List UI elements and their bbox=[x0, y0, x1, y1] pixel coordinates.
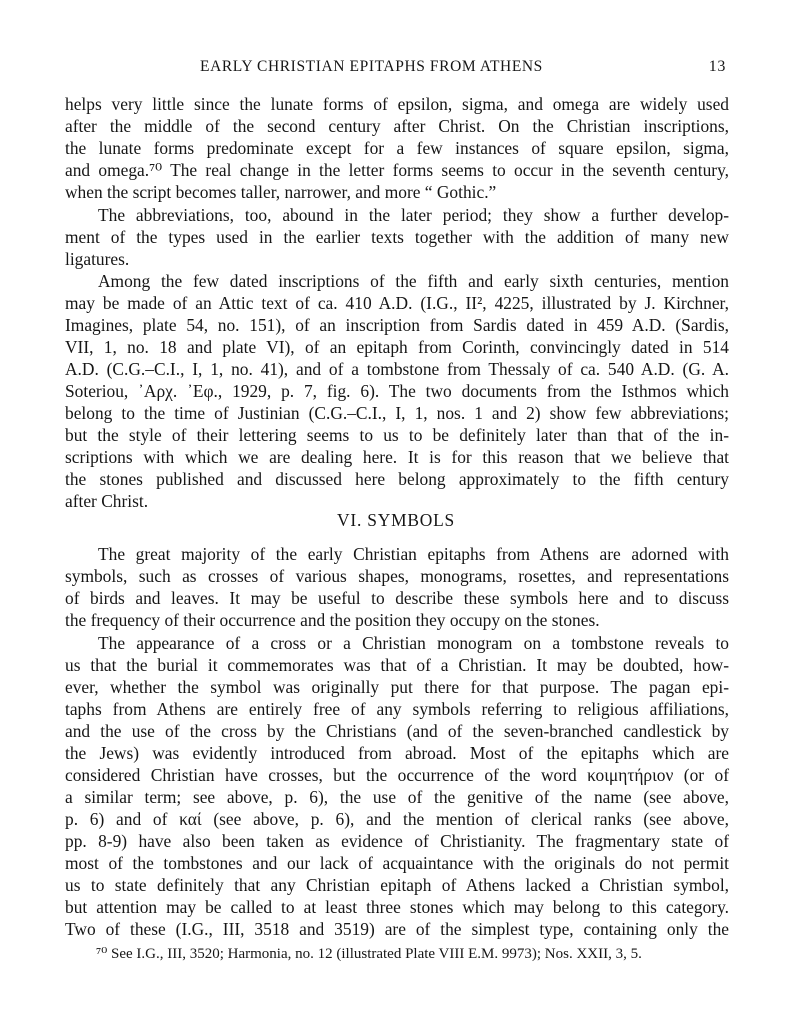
text-line: Imagines, plate 54, no. 151), of an inscription from Sardis dated in 459 A.D. (Sardis, bbox=[65, 315, 729, 335]
text-line: the lunate forms predominate except for a few instances of square epsilon, sigma, bbox=[65, 138, 729, 158]
footnote: ⁷⁰ See I.G., III, 3520; Harmonia, no. 12 (illustrated Plate VIII E.M. 9973); Nos. XXII, 3, 5. bbox=[96, 946, 642, 962]
text-line: a similar term; see above, p. 6), the use of the genitive of the name (see above, bbox=[65, 787, 729, 807]
text-line: pp. 8-9) have also been taken as evidence of Christianity. The fragmentary state of bbox=[65, 831, 729, 851]
text-line: The appearance of a cross or a Christian monogram on a tombstone reveals to bbox=[98, 633, 729, 653]
text-line: Soteriou, ᾿Αρχ. ᾿Εφ., 1929, p. 7, fig. 6). The two documents from the Isthmos which bbox=[65, 381, 729, 401]
text-line: ligatures. bbox=[65, 249, 130, 269]
section-heading: VI. SYMBOLS bbox=[337, 510, 455, 530]
text-line: belong to the time of Justinian (C.G.–C.I., I, 1, nos. 1 and 2) show few abbreviations; bbox=[65, 403, 729, 423]
text-line: but attention may be called to at least three stones which may belong to this category. bbox=[65, 897, 729, 917]
text-line: most of the tombstones and our lack of acquaintance with the originals do not permit bbox=[65, 853, 729, 873]
text-line: the frequency of their occurrence and the position they occupy on the stones. bbox=[65, 610, 600, 630]
text-line: after Christ. bbox=[65, 491, 149, 511]
text-line: when the script becomes taller, narrower, and more “ Gothic.” bbox=[65, 182, 497, 202]
text-line: taphs from Athens are entirely free of any symbols referring to religious affiliations, bbox=[65, 699, 729, 719]
text-line: Two of these (I.G., III, 3518 and 3519) are of the simplest type, containing only the bbox=[65, 919, 729, 939]
text-line: considered Christian have crosses, but the occurrence of the word κοιμητήριον (or of bbox=[65, 765, 729, 785]
text-line: ment of the types used in the earlier texts together with the addition of many new bbox=[65, 227, 729, 247]
text-line: us to state definitely that any Christian epitaph of Athens lacked a Christian symbol, bbox=[65, 875, 729, 895]
text-line: and the use of the cross by the Christians (and of the seven-branched candlestick by bbox=[65, 721, 729, 741]
text-line: Among the few dated inscriptions of the fifth and early sixth centuries, mention bbox=[98, 271, 729, 291]
text-line: The great majority of the early Christian epitaphs from Athens are adorned with bbox=[98, 544, 729, 564]
text-line: VII, 1, no. 18 and plate VI), of an epitaph from Corinth, convincingly dated in 514 bbox=[65, 337, 729, 357]
text-line: scriptions with which we are dealing here. It is for this reason that we believe that bbox=[65, 447, 729, 467]
running-title: EARLY CHRISTIAN EPITAPHS FROM ATHENS bbox=[200, 58, 543, 75]
page-number: 13 bbox=[708, 58, 726, 75]
text-line: us that the burial it commemorates was that of a Christian. It may be doubted, how- bbox=[65, 655, 729, 675]
text-line: symbols, such as crosses of various shapes, monograms, rosettes, and representations bbox=[65, 566, 729, 586]
text-line: The abbreviations, too, abound in the later period; they show a further develop- bbox=[98, 205, 729, 225]
text-line: ever, whether the symbol was originally put there for that purpose. The pagan epi- bbox=[65, 677, 729, 697]
text-line: after the middle of the second century after Christ. On the Christian inscriptions, bbox=[65, 116, 729, 136]
text-line: the stones published and discussed here belong approximately to the fifth century bbox=[65, 469, 729, 489]
text-line: A.D. (C.G.–C.I., I, 1, no. 41), and of a tombstone from Thessaly of ca. 540 A.D. (G. A. bbox=[65, 359, 729, 379]
running-header bbox=[64, 58, 730, 84]
text-line: but the style of their lettering seems to us to be definitely later than that of the in- bbox=[65, 425, 729, 445]
text-line: and omega.⁷⁰ The real change in the letter forms seems to occur in the seventh century, bbox=[65, 160, 729, 180]
text-line: the Jews) was evidently introduced from abroad. Most of the epitaphs which are bbox=[65, 743, 729, 763]
text-line: helps very little since the lunate forms of epsilon, sigma, and omega are widely used bbox=[65, 94, 729, 114]
text-line: of birds and leaves. It may be useful to describe these symbols here and to discuss bbox=[65, 588, 729, 608]
text-line: may be made of an Attic text of ca. 410 A.D. (I.G., II², 4225, illustrated by J. Kirchner, bbox=[65, 293, 729, 313]
text-line: p. 6) and of καί (see above, p. 6), and the mention of clerical ranks (see above, bbox=[65, 809, 729, 829]
